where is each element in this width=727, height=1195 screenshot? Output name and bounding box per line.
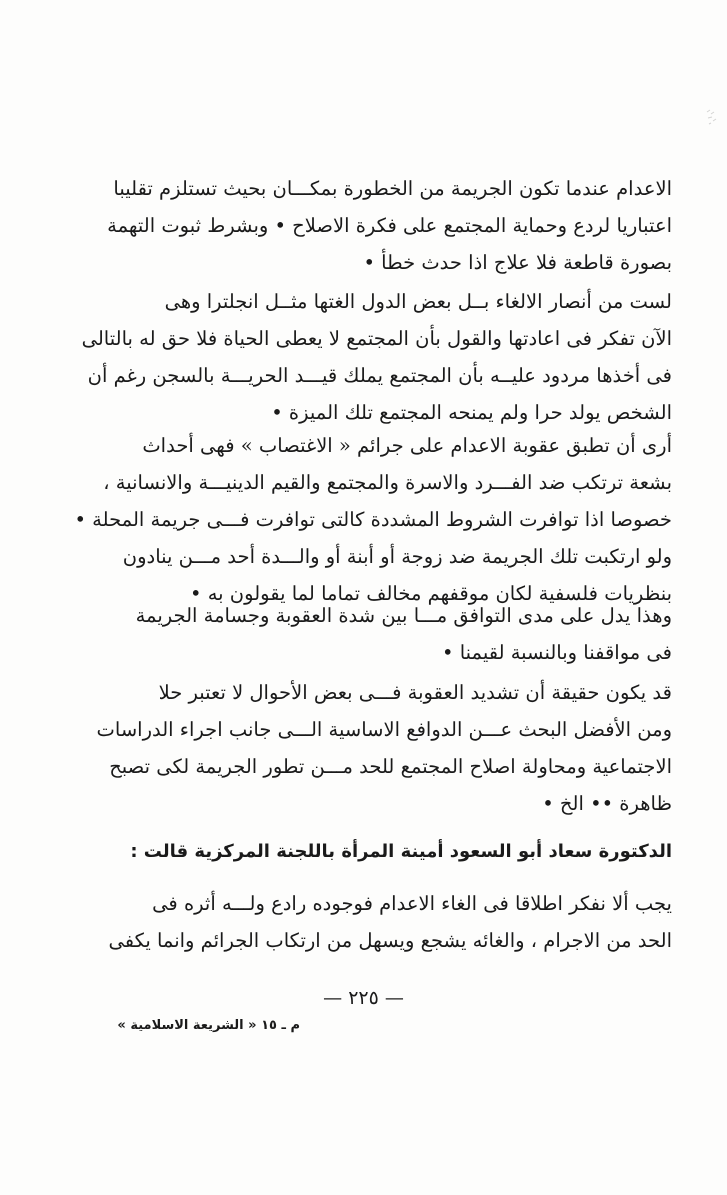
- paragraph-4: [60, 597, 672, 671]
- paragraph-6: [60, 885, 672, 959]
- text-line: الحد من الاجرام ، والغائه يشجع ويسهل من ارتكاب الجرائم وانما يكفى: [108, 929, 672, 952]
- text-line: الشخص يولد حرا ولم يمنحه المجتمع تلك الميزة •: [271, 401, 672, 424]
- text-line: يجب ألا نفكر اطلاقا فى الغاء الاعدام فوجوده رادع ولـــه أثره فى: [152, 892, 672, 915]
- text-line: أرى أن تطبق عقوبة الاعدام على جرائم « الاغتصاب » فهى أحداث: [142, 434, 672, 457]
- text-line: فى مواقفنا وبالنسبة لقيمنا •: [442, 641, 672, 664]
- signature-footer: م ـ ١٥ « الشريعة الاسلامية »: [117, 1018, 300, 1033]
- text-line: اعتباريا لردع وحماية المجتمع على فكرة الاصلاح • وبشرط ثبوت التهمة: [107, 214, 672, 237]
- text-line: ظاهرة •• الخ •: [542, 792, 672, 815]
- text-line: بصورة قاطعة فلا علاج اذا حدث خطأ •: [363, 251, 672, 274]
- paragraph-5: [60, 674, 672, 822]
- text-line: الاجتماعية ومحاولة اصلاح المجتمع للحد مـــن تطور الجريمة لكى تصبح: [109, 755, 672, 778]
- paragraph-1: [60, 170, 672, 281]
- text-line: الآن تفكر فى اعادتها والقول بأن المجتمع لا يعطى الحياة فلا حق له بالتالى: [81, 327, 672, 350]
- section-heading: الدكتورة سعاد أبو السعود أمينة المرأة باللجنة المركزية قالت :: [130, 841, 672, 862]
- text-line: الاعدام عندما تكون الجريمة من الخطورة بمكـــان بحيث تستلزم تقليبا: [113, 177, 672, 200]
- paragraph-3: [60, 427, 672, 612]
- text-line: فى أخذها مردود عليــه بأن المجتمع يملك قيـــد الحريـــة بالسجن رغم أن: [87, 364, 672, 387]
- page-number: — ٢٢٥ —: [323, 987, 404, 1009]
- text-line: ومن الأفضل البحث عـــن الدوافع الاساسية الـــى جانب اجراء الدراسات: [96, 718, 672, 741]
- text-line: خصوصا اذا توافرت الشروط المشددة كالتى توافرت فـــى جريمة المحلة •: [74, 508, 672, 531]
- paragraph-2: [60, 283, 672, 431]
- text-line: لست من أنصار الالغاء بــل بعض الدول الغتها مثــل انجلترا وهى: [164, 290, 672, 313]
- text-line: ولو ارتكبت تلك الجريمة ضد زوجة أو أبنة أو والـــدة أحد مـــن ينادون: [122, 545, 672, 568]
- text-line: بنظريات فلسفية لكان موقفهم مخالف تماما لما يقولون به •: [190, 582, 672, 605]
- text-line: بشعة ترتكب ضد الفـــرد والاسرة والمجتمع والقيم الدينيـــة والانسانية ،: [103, 471, 672, 494]
- text-line: وهذا يدل على مدى التوافق مـــا بين شدة العقوبة وجسامة الجريمة: [135, 604, 672, 627]
- text-line: قد يكون حقيقة أن تشديد العقوبة فـــى بعض الأحوال لا تعتبر حلا: [158, 681, 672, 704]
- margin-speck-mark: [705, 108, 719, 128]
